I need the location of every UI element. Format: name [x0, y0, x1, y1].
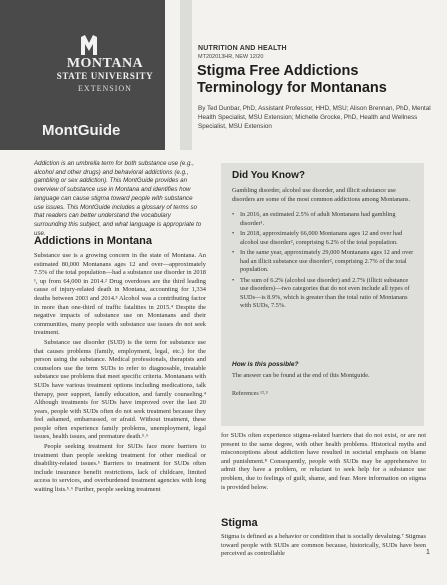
addictions-paragraph-3: People seeking treatment for SUDs face more barriers to treatment than people seeking treatment for other medical or disability-related issues.⁵ Barriers to treatment for SUDs often include insurance benefit restrictions, lack of childcare, limited access to services, and overburdened treatment agencies with long waiting lists.⁵˒⁶ Further, people seeking treatment: [34, 443, 206, 494]
series-label: NUTRITION AND HEALTH: [198, 45, 287, 52]
list-item-text: In the same year, approximately 29,000 Montanans ages 12 and over had an illicit substance use disorder², comprising 2.7% of the total population.: [240, 249, 414, 273]
did-you-know-references: References ¹²˒³: [232, 391, 268, 397]
photo-strip: [180, 0, 192, 150]
document-number: MT202013HR, NEW 12/20: [198, 54, 264, 60]
list-item: [232, 230, 416, 247]
addictions-body: [34, 252, 206, 496]
list-item-text: In 2016, an estimated 2.5% of adult Montanans had gambling disorder¹.: [240, 211, 396, 227]
page-number: 1: [426, 549, 430, 556]
did-you-know-heading: Did You Know?: [232, 170, 305, 181]
did-you-know-question: How is this possible?: [232, 361, 299, 368]
did-you-know-box: [221, 163, 424, 426]
bullet-icon: •: [232, 276, 235, 284]
brand-name-line3: EXTENSION: [78, 84, 132, 93]
addictions-paragraph-2: Substance use disorder (SUD) is the term for substance use that causes problems (family, employment, legal, etc.) for the person using the substance. Medical professionals, therapists and counselors use the term SUDs to refer to diagnosable, treatable substance use problems that meet specific criteria. Montanans with SUDs have various treatment options including medications, talk therapy, peer support, family education, and family counseling.⁴ Although treatments for SUDs have improved over the last 20 years, people with SUDs often do not seek treatment because they feel ashamed, embarrassed, or afraid. Without treatment, these people often experience family problems, unemployment, legal issues, health issues, and premature death.⁵˒⁶: [34, 338, 206, 441]
right-column-paragraph: for SUDs often experience stigma-related barriers that do not exist, or are not present to the same degree, with other health problems. Historical myths and misconceptions about addiction have resulted in societal emphasis on blame and punishment.⁸ Consequently, people with SUDs may be apprehensive to admit they have a problem, or reluctant to seek help for a substance use problem, due to feelings of guilt, shame, and fear. More information on stigma is provided below.: [221, 432, 426, 491]
did-you-know-list: [232, 211, 416, 313]
bullet-icon: •: [232, 211, 235, 218]
stigma-paragraph: Stigma is defined as a behavior or condition that is socially devaluing.⁷ Stigmas toward people with SUDs are common because, historically, SUDs have been perceived as controllable: [221, 533, 426, 558]
addictions-paragraph-1: Substance use is a growing concern in the state of Montana. An estimated 80,000 Montanans ages 12 and over—approximately 7.5% of the total population—had a substance use disorder in 2018 ¹, up from 64,000 in 2014.² Drug overdoses are the third leading cause of injury-related death in Montana, accounting for 1,334 deaths between 2003 and 2014.³ Alcohol was a contributing factor in more than one-third of traffic fatalities in 2015.⁴ Despite the negative impacts of substance use on Montanans and their communities, many people with substance use issues do not seek treatment.: [34, 252, 206, 337]
list-item: [232, 277, 416, 311]
bullet-icon: •: [232, 249, 235, 256]
did-you-know-answer: The answer can be found at the end of this Montguide.: [232, 372, 370, 379]
list-item: [232, 249, 416, 275]
bullet-icon: •: [232, 230, 235, 237]
montguide-wordmark: MontGuide: [42, 122, 121, 139]
document-title: Stigma Free Addictions Terminology for Montanans: [197, 63, 387, 96]
brand-band: [0, 0, 165, 150]
section-heading-stigma: Stigma: [221, 517, 258, 529]
brand-name-line1: MONTANA: [66, 56, 144, 71]
list-item-text: In 2018, approximately 66,000 Montanans ages 12 and over had alcohol use disorder², comprising 6.2% of the total population.: [240, 230, 403, 246]
msu-m-logo-icon: [80, 34, 98, 56]
did-you-know-intro: Gambling disorder, alcohol use disorder, and illicit substance use disorders are some of the most common addictions among Montanans.: [232, 187, 411, 203]
authors-byline: By Ted Dunbar, PhD, Assistant Professor, HHD, MSU; Alison Brennan, PhD, Mental Health Specialist, MSU Extension; Michelle Grocke, PhD, Health and Wellness Specialist, MSU Extension: [198, 105, 431, 130]
list-item: [232, 211, 416, 228]
list-item-text: The sum of 6.2% (alcohol use disorder) and 2.7% (illicit substance use disorders)—two categories that do not even include all types of SUDs—is 8.9%, which is greater than the total ratio of Montanans with SUDs, 7.5%.: [240, 276, 410, 309]
intro-abstract: Addiction is an umbrella term for both substance use (e.g., alcohol and other drugs) and behavioral addictions (e.g., gambling or sex addiction). This MontGuide provides an overview of substance use in Montana and identifies how language can cause stigma toward people with substance use issues. This MontGuide includes a glossary of terms so that readers can better understand the vocabulary surrounding this subject, and what language is appropriate to use.: [34, 160, 202, 237]
section-heading-addictions: Addictions in Montana: [34, 235, 152, 247]
brand-name-line2: STATE UNIVERSITY: [56, 71, 154, 81]
